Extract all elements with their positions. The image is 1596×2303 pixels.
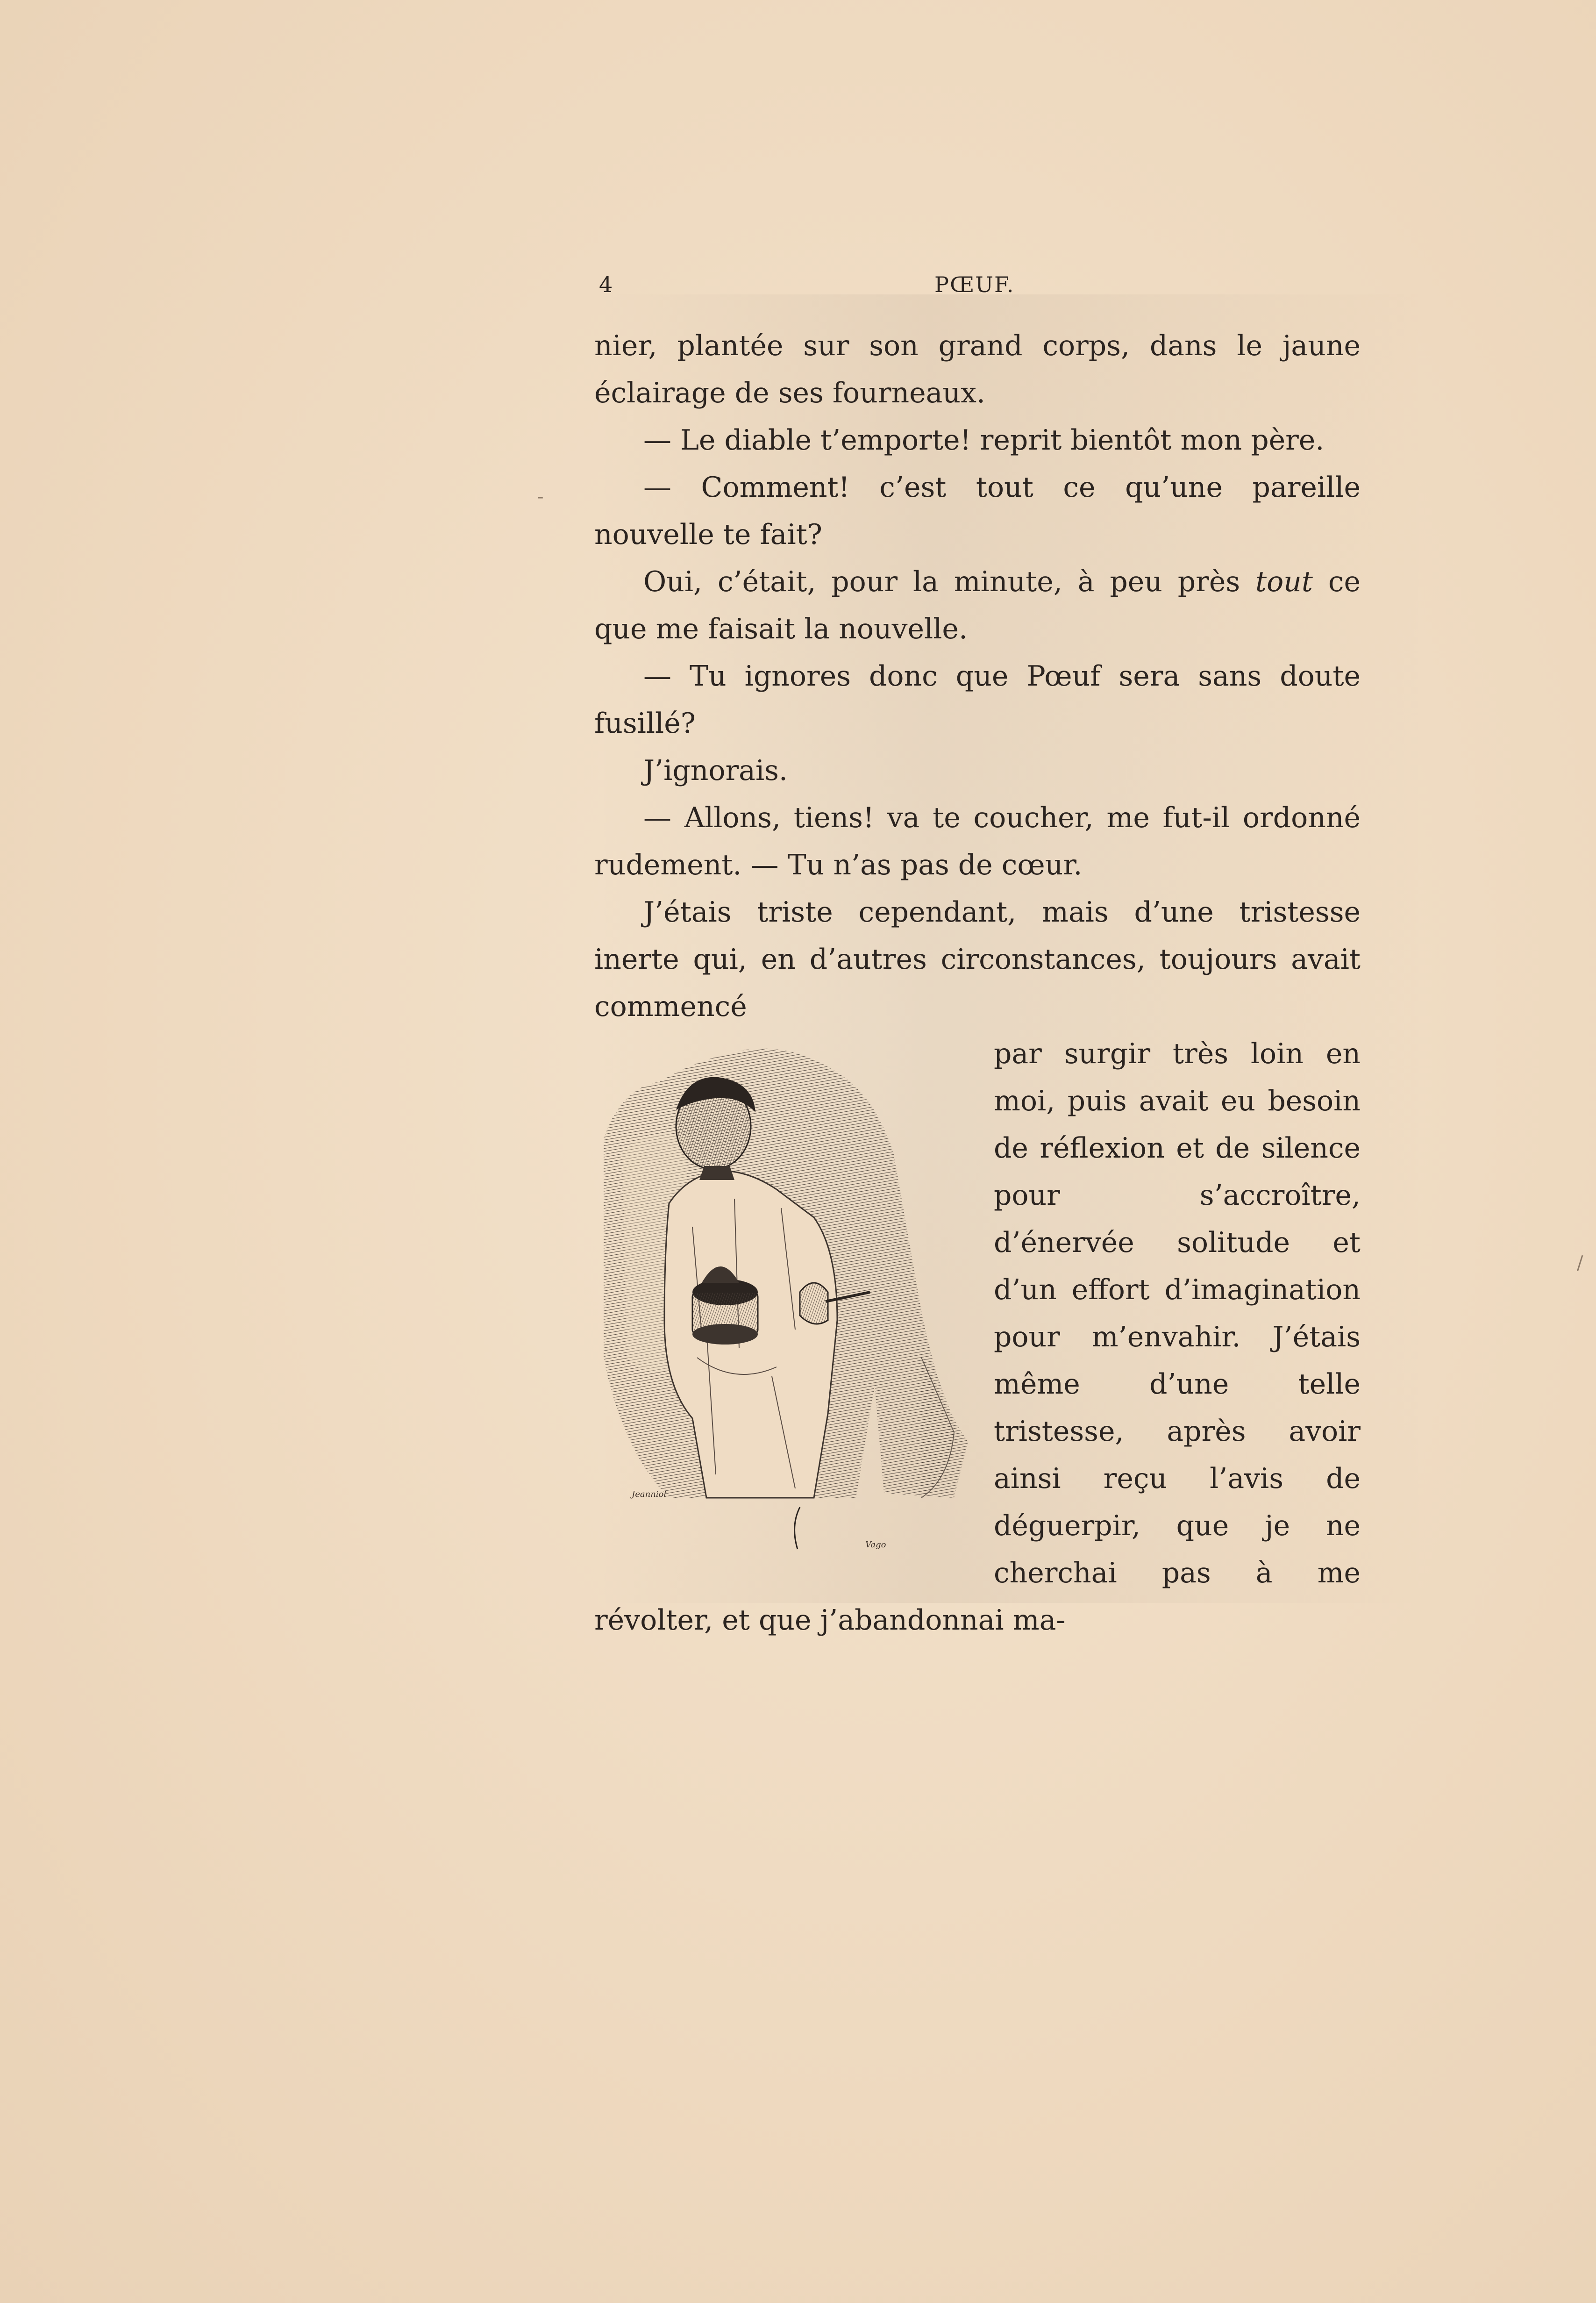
text-run: J’étais triste cependant, mais d’une tristesse inerte qui, en d’autres circonstances, toujours avait commencé — [594, 896, 1361, 1023]
page-number: 4 — [599, 272, 614, 297]
paragraph: — Le diable t’emporte! reprit bientôt mon père. — [643, 424, 1325, 457]
engraver-signature: Vago — [865, 1540, 886, 1550]
text-run: ce que me faisait la nouvelle. — [594, 565, 1361, 645]
body-text — [594, 322, 1361, 1644]
paragraph: — Allons, tiens! va te coucher, me fut-il ordonné rudement. — Tu n’as pas de cœur. — [594, 801, 1361, 881]
running-title: PŒUF. — [934, 272, 1015, 297]
paragraph — [594, 889, 1361, 1030]
margin-tick: - — [537, 486, 544, 508]
paragraph — [594, 558, 1361, 653]
paragraph: nier, plantée sur son grand corps, dans le jaune éclairage de ses fourneaux. — [594, 329, 1361, 409]
artist-signature: Jeanniot — [632, 1489, 667, 1499]
paragraph: — Comment! c’est tout ce qu’une pareille nouvelle te fait? — [594, 471, 1361, 551]
paragraph: par surgir très loin en moi, puis avait eu besoin de réflexion et de silence pour s’accroître, d’énervée solitude et d’un effort d’imagination pour m’envahir. J’étais même d’une telle tristesse, après avoir ainsi reçu l’avis de déguerpir, que je ne cherchai pas à me révolter, et que j’abandonnai ma- — [594, 1037, 1361, 1637]
emphasis: tout — [1255, 565, 1313, 598]
text-run: Oui, c’était, pour la minute, à peu près — [643, 565, 1256, 598]
paragraph: — Tu ignores donc que Pœuf sera sans doute fusillé? — [594, 660, 1361, 740]
margin-tick: / — [1577, 1252, 1583, 1274]
page-header — [593, 272, 1360, 309]
illustration — [594, 1030, 968, 1568]
paragraph: J’ignorais. — [643, 754, 788, 787]
